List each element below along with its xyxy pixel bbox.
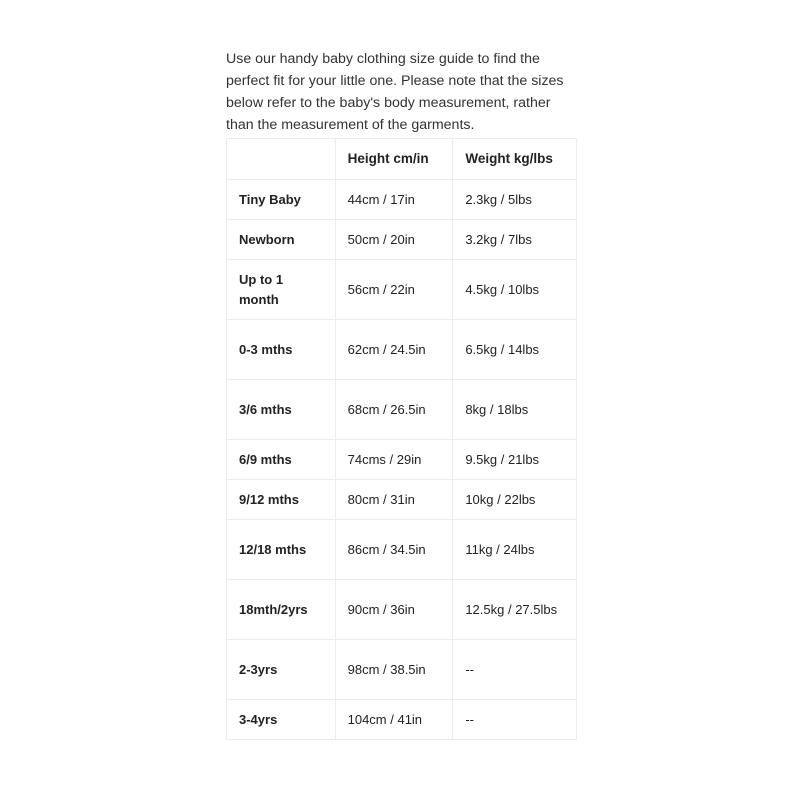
table-row — [227, 640, 577, 700]
table-row — [227, 700, 577, 740]
weight-cell: 6.5kg / 14lbs — [453, 320, 577, 380]
weight-cell: 9.5kg / 21lbs — [453, 440, 577, 480]
header-size — [227, 139, 336, 180]
weight-cell: 3.2kg / 7lbs — [453, 220, 577, 260]
height-cell: 90cm / 36in — [335, 580, 453, 640]
size-cell: Newborn — [227, 220, 336, 260]
table-row — [227, 380, 577, 440]
intro-paragraph: Use our handy baby clothing size guide to find the perfect fit for your little one. Please note that the sizes below refer to the baby's body measurement, rather than the measurement of the garments. — [226, 51, 564, 133]
size-cell: 3/6 mths — [227, 380, 336, 440]
weight-cell: 10kg / 22lbs — [453, 480, 577, 520]
height-cell: 56cm / 22in — [335, 260, 453, 320]
table-header-row — [227, 139, 577, 180]
height-cell: 62cm / 24.5in — [335, 320, 453, 380]
size-cell: 9/12 mths — [227, 480, 336, 520]
size-cell: 2-3yrs — [227, 640, 336, 700]
height-cell: 50cm / 20in — [335, 220, 453, 260]
height-cell: 98cm / 38.5in — [335, 640, 453, 700]
size-cell: 3-4yrs — [227, 700, 336, 740]
weight-cell: 12.5kg / 27.5lbs — [453, 580, 577, 640]
size-cell: 6/9 mths — [227, 440, 336, 480]
size-cell: 12/18 mths — [227, 520, 336, 580]
table-row — [227, 260, 577, 320]
size-cell: 18mth/2yrs — [227, 580, 336, 640]
size-cell: Up to 1 month — [227, 260, 336, 320]
size-guide-table — [226, 138, 577, 740]
weight-cell: 4.5kg / 10lbs — [453, 260, 577, 320]
weight-cell: 11kg / 24lbs — [453, 520, 577, 580]
height-cell: 80cm / 31in — [335, 480, 453, 520]
table-row — [227, 520, 577, 580]
header-weight: Weight kg/lbs — [453, 139, 577, 180]
table-row — [227, 580, 577, 640]
height-cell: 44cm / 17in — [335, 180, 453, 220]
table-row — [227, 480, 577, 520]
table-row — [227, 180, 577, 220]
size-cell: 0-3 mths — [227, 320, 336, 380]
height-cell: 74cms / 29in — [335, 440, 453, 480]
table-row — [227, 220, 577, 260]
size-cell: Tiny Baby — [227, 180, 336, 220]
weight-cell: 2.3kg / 5lbs — [453, 180, 577, 220]
table-row — [227, 440, 577, 480]
weight-cell: -- — [453, 640, 577, 700]
table-row — [227, 320, 577, 380]
weight-cell: -- — [453, 700, 577, 740]
height-cell: 86cm / 34.5in — [335, 520, 453, 580]
height-cell: 68cm / 26.5in — [335, 380, 453, 440]
height-cell: 104cm / 41in — [335, 700, 453, 740]
header-height: Height cm/in — [335, 139, 453, 180]
weight-cell: 8kg / 18lbs — [453, 380, 577, 440]
